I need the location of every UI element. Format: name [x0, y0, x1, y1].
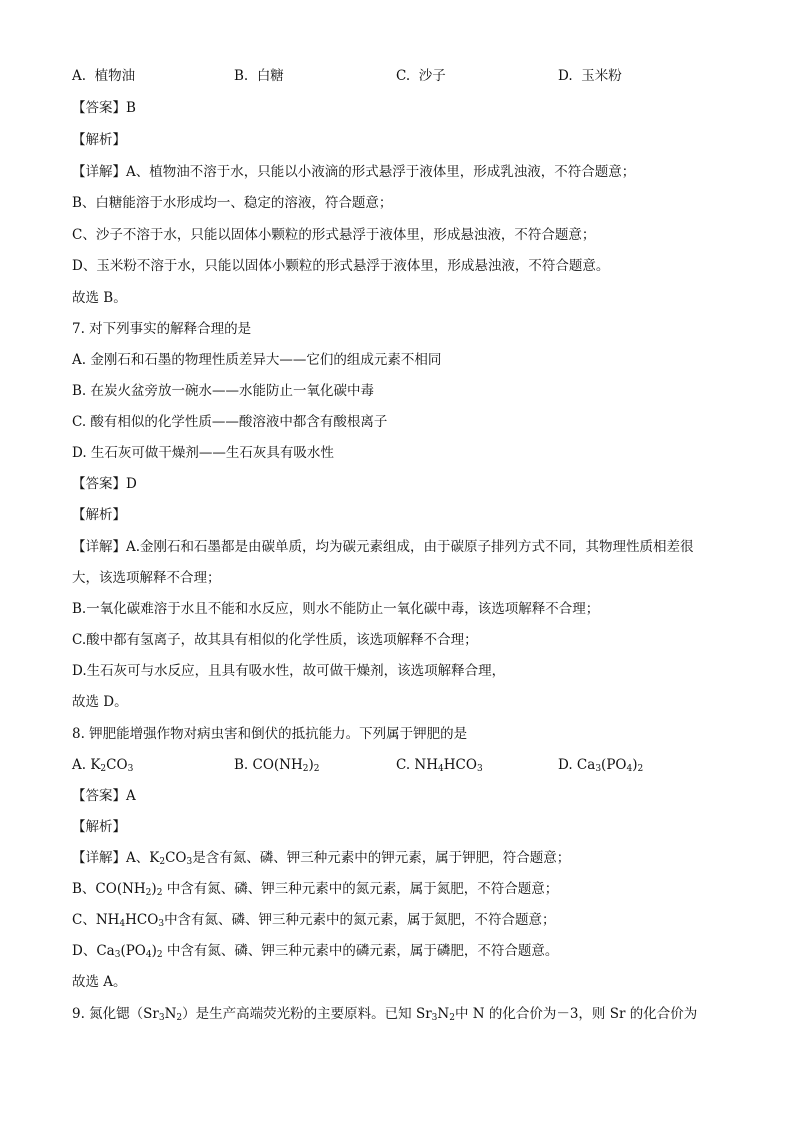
q8-conclusion: 故选 A。	[72, 974, 127, 990]
q7-option-a: A. 金刚石和石墨的物理性质差异大——它们的组成元素不相同	[72, 352, 442, 368]
q6-option-d: D. 玉米粉	[558, 68, 622, 84]
q8-detail-line: 【详解】A、$K_2CO_3$是含有氮、磷、钾三种元素中的钾元素，属于钾肥，符合题意；	[72, 850, 571, 867]
q8-detail-line: D、$Ca_3(PO_4)_2$ 中含有氮、磷、钾三种元素中的磷元素，属于磷肥，不符合题意。	[72, 943, 559, 960]
q6-option-a: A. 植物油	[72, 68, 136, 84]
q7-detail-line: 【详解】A.金刚石和石墨都是由碳单质，均为碳元素组成，由于碳原子排列方式不同，其物理性质相差很	[72, 539, 694, 555]
q8-detail-line: B、$CO(NH_2)_2$ 中含有氮、磷、钾三种元素中的氮元素，属于氮肥，不符合题意；	[72, 881, 559, 898]
q8-stem: 8. 钾肥能增强作物对病虫害和倒伏的抵抗能力。下列属于钾肥的是	[72, 726, 468, 742]
q8-answer: 【答案】A	[72, 788, 136, 804]
q7-stem: 7. 对下列事实的解释合理的是	[72, 321, 252, 337]
q6-conclusion: 故选 B。	[72, 290, 127, 306]
q7-detail-line: D.生石灰可与水反应，且具有吸水性，故可做干燥剂，该选项解释合理，	[72, 663, 506, 679]
q7-detail-line: 大，该选项解释不合理；	[72, 570, 221, 586]
q7-option-b: B. 在炭火盆旁放一碗水——水能防止一氧化碳中毒	[72, 383, 375, 399]
q6-detail-line: B、白糖能溶于水形成均一、稳定的溶液，符合题意；	[72, 195, 393, 211]
q7-detail-line: B.一氧化碳难溶于水且不能和水反应，则水不能防止一氧化碳中毒，该选项解释不合理；	[72, 601, 600, 617]
q9-stem: 9. 氮化锶$(Sr_3N_2)$是生产高端荧光粉的主要原料。已知 $Sr_3N_2$中 N 的化合价为－3，则 Sr 的化合价为	[72, 1006, 698, 1023]
q8-option-b: B. $CO(NH_2)_2$	[234, 757, 320, 774]
q6-detail-line: D、玉米粉不溶于水，只能以固体小颗粒的形式悬浮于液体里，形成悬浊液，不符合题意。	[72, 258, 610, 274]
q7-answer: 【答案】D	[72, 476, 137, 492]
q7-conclusion: 故选 D。	[72, 694, 128, 710]
q8-option-c: C. $NH_4HCO_3$	[396, 757, 483, 774]
q7-option-d: D. 生石灰可做干燥剂——生石灰具有吸水性	[72, 445, 334, 461]
q6-detail-line: C、沙子不溶于水，只能以固体小颗粒的形式悬浮于液体里，形成悬浊液，不符合题意；	[72, 227, 596, 243]
q6-answer: 【答案】B	[72, 100, 136, 116]
q6-detail-line: 【详解】A、植物油不溶于水，只能以小液滴的形式悬浮于液体里，形成乳浊液，不符合题意；	[72, 164, 636, 180]
q7-detail-line: C.酸中都有氢离子，故其具有相似的化学性质，该选项解释不合理；	[72, 632, 478, 648]
q7-analysis-heading: 【解析】	[72, 507, 126, 523]
q8-detail-line: C、$NH_4HCO_3$中含有氮、磷、钾三种元素中的氮元素，属于氮肥，不符合题意；	[72, 912, 556, 929]
q8-option-a: A. $K_2CO_3$	[72, 757, 134, 774]
q7-option-c: C. 酸有相似的化学性质——酸溶液中都含有酸根离子	[72, 414, 388, 430]
q8-analysis-heading: 【解析】	[72, 819, 126, 835]
q6-analysis-heading: 【解析】	[72, 132, 126, 148]
q8-option-d: D. $Ca_3(PO_4)_2$	[558, 757, 644, 774]
q6-option-b: B. 白糖	[234, 68, 284, 84]
q6-option-c: C. 沙子	[396, 68, 446, 84]
